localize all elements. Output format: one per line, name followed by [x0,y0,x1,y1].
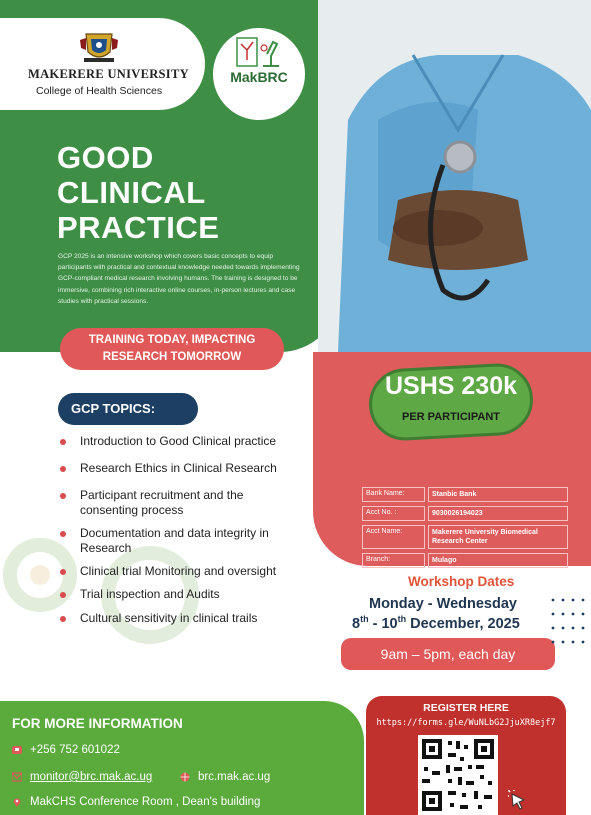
workshop-days: Monday - Wednesday [369,596,517,612]
bank-value: Stanbic Bank [428,487,568,502]
bank-label: Acct No. : [362,506,425,521]
date-month-year: December, 2025 [406,615,520,632]
microscope-icon [233,36,285,70]
topics-list [58,434,298,626]
list-item [58,434,298,449]
crest-icon [78,30,120,64]
bullet-icon [60,439,66,445]
bank-label: Acct Name: [362,525,425,549]
email-icon [12,772,22,782]
workshop-time: 9am – 5pm, each day [341,638,555,670]
price-unit: PER PARTICIPANT [402,411,500,423]
date-end-suffix: th [397,614,407,624]
topic-text: Trial inspection and Audits [80,587,220,601]
tagline-line-2: RESEARCH TOMORROW [102,351,242,363]
title-line-2: CLINICAL [57,175,206,210]
workshop-dates-heading: Workshop Dates [408,574,515,589]
makbrc-name: MakBRC [230,69,288,85]
info-email[interactable]: monitor@brc.mak.ac.ug [30,771,153,783]
globe-icon [180,772,190,782]
bank-label: Branch: [362,553,425,568]
tagline-line-1: TRAINING TODAY, IMPACTING [88,334,256,346]
bank-details [362,487,568,572]
date-end: - 10 [368,615,398,632]
bullet-icon [60,531,66,537]
tagline-pill [60,328,284,370]
price-amount: USHS 230k [384,372,518,400]
phone-icon [12,745,22,755]
info-venue: MakCHS Conference Room , Dean's building [30,796,261,808]
bank-value: Makerere University Biomedical Research Center [428,525,568,549]
info-heading: FOR MORE INFORMATION [12,716,183,731]
bank-row [362,506,568,521]
bullet-icon [60,592,66,598]
list-item [58,611,298,626]
location-icon [12,797,22,807]
topic-text: Cultural sensitivity in clinical trails [80,611,258,625]
topics-heading: GCP TOPICS: [58,393,198,425]
topic-text: Research Ethics in Clinical Research [80,461,277,475]
list-item [58,526,298,556]
bullet-icon [60,493,66,499]
college-name: College of Health Sciences [36,85,163,97]
cursor-icon [508,790,530,812]
title-line-3: PRACTICE [57,210,220,245]
bullet-icon [60,616,66,622]
topic-text: Participant recruitment and the consenting process [80,488,244,517]
list-item [58,488,298,518]
info-website[interactable]: brc.mak.ac.ug [198,771,271,783]
bank-row [362,487,568,502]
page-title [57,140,219,245]
list-item [58,587,298,602]
list-item [58,461,298,476]
info-phone[interactable]: +256 752 601022 [30,744,120,756]
university-name: MAKERERE UNIVERSITY [28,67,189,81]
register-heading: REGISTER HERE [423,702,509,714]
workshop-date-range [352,614,520,632]
title-line-1: GOOD [57,140,154,175]
bank-row [362,525,568,549]
bank-label: Bank Name: [362,487,425,502]
date-start-suffix: th [360,614,369,624]
list-item [58,564,298,579]
bank-value: 9030026194023 [428,506,568,521]
register-link[interactable]: https://forms.gle/WuNLbG2JjuXR8ejf7 [376,718,556,728]
bank-row [362,553,568,568]
date-start: 8 [352,615,361,632]
topic-text: Documentation and data integrity in Research [80,526,269,555]
intro-paragraph: GCP 2025 is an intensive workshop which covers basic concepts to equip participants with practical and contextual knowledge needed towards implementing GCP-compliant medical research involving humans. The training is designed to be immersive, combining rich interactive online courses, in-person lectures and case studies with practical sessions. [58,253,300,305]
dot-pattern-icon [549,596,589,656]
topic-text: Introduction to Good Clinical practice [80,434,277,448]
bank-value: Mulago [428,553,568,568]
qr-code[interactable] [418,735,498,815]
topic-text: Clinical trial Monitoring and oversight [80,564,277,578]
bullet-icon [60,569,66,575]
doctor-photo [318,0,591,352]
bullet-icon [60,466,66,472]
